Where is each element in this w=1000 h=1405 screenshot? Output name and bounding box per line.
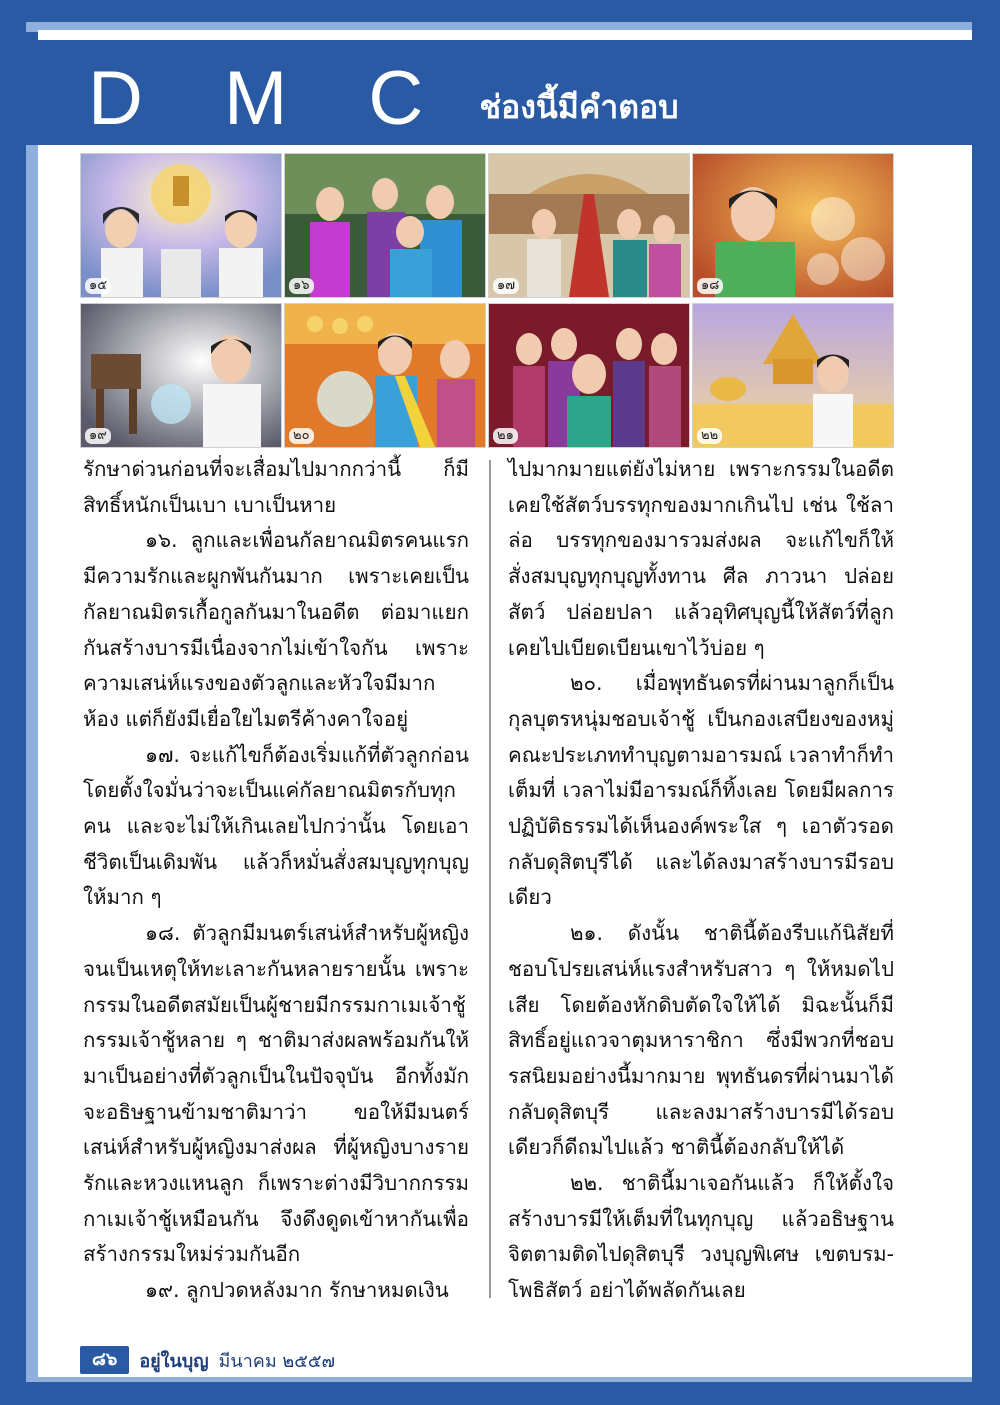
left-frame bbox=[0, 0, 26, 1405]
dmc-title: D M C bbox=[88, 56, 454, 141]
illustration-label: ๒๒ bbox=[697, 428, 722, 444]
paragraph: ๒๐. เมื่อพุทธันดรที่ผ่านมาลูกก็เป็นกุลบุตรหนุ่มชอบเจ้าชู้ เป็นกองเสบียงของหมู่คณะประเภททำบุญตามอารมณ์ เวลาทำก็ทำเต็มที่ เวลาไม่มีอารมณ์ก็ทิ้งเลย โดยมีผลการปฏิบัติธรรมได้เห็นองค์พระใส ๆ เอาตัวรอดกลับดุสิตบุรีได้ และได้ลงมาสร้างบารมีรอบเดียว bbox=[508, 671, 894, 910]
paragraph: ๒๑. ดังนั้น ชาตินี้ต้องรีบแก้นิสัยที่ชอบโปรยเสน่ห์แรงสำหรับสาว ๆ ให้หมดไปเสีย โดยต้องหักดิบตัดใจให้ได้ มิฉะนั้นก็มีสิทธิ์อยู่แถวจาตุมหาราชิกา ซึ่งมีพวกที่ชอบรสนิยมอย่างนี้มากมาย พุทธันดรที่ผ่านมาได้กลับดุสิตบุรี และลงมาสร้างบารมีได้รอบเดียวก็ดีถมไปแล้ว ชาตินี้ต้องกลับให้ได้ bbox=[508, 921, 894, 1160]
paragraph: ๑๙. ลูกปวดหลังมาก รักษาหมดเงิน bbox=[145, 1278, 449, 1303]
page-footer bbox=[80, 1345, 335, 1375]
illustration-22 bbox=[692, 303, 894, 448]
article-left-column bbox=[83, 452, 469, 1309]
issue-date: มีนาคม ๒๕๕๗ bbox=[218, 1350, 336, 1372]
illustration-label: ๒๐ bbox=[289, 428, 314, 444]
women-group-image bbox=[489, 304, 689, 447]
header-band-line bbox=[38, 30, 972, 40]
illustration-17 bbox=[488, 153, 690, 298]
column-divider bbox=[489, 460, 491, 1298]
donkey-and-man-image bbox=[81, 304, 281, 447]
page-number: ๘๖ bbox=[80, 1346, 129, 1374]
group-of-friends-image bbox=[285, 154, 485, 297]
illustration-21 bbox=[488, 303, 690, 448]
illustration-label: ๑๖ bbox=[289, 278, 314, 294]
paragraph: ๑๘. ตัวลูกมีมนตร์เสน่ห์สำหรับผู้หญิงจนเป็นเหตุให้ทะเลาะกันหลายรายนั้น เพราะกรรมในอดีตสมัยเป็นผู้ชายมีกรรมกาเมเจ้าชู้ กรรมเจ้าชู้หลาย ๆ ชาติมาส่งผลพร้อมกันให้มาเป็นอย่างที่ตัวลูกเป็นในปัจจุบัน อีกทั้งมักจะอธิษฐานข้ามชาติมาว่า ขอให้มีมนตร์เสน่ห์สำหรับผู้หญิงมาส่งผล ที่ผู้หญิงบางรายรักและหวงแหนลูก ก็เพราะต่างมีวิบากกรรมกาเมเจ้าชู้เหมือนกัน จึงดึงดูดเข้าหากันเพื่อสร้างกรรมใหม่ร่วมกันอีก bbox=[83, 921, 469, 1267]
man-with-bubbles-image bbox=[693, 154, 893, 297]
paragraph: รักษาด่วนก่อนที่จะเสื่อมไปมากกว่านี้ ก็มีสิทธิ์หนักเป็นเบา เบาเป็นหาย bbox=[83, 457, 469, 517]
illustration-grid bbox=[80, 153, 892, 446]
illustration-label: ๒๑ bbox=[493, 428, 518, 444]
temple-crowd-image bbox=[489, 154, 689, 297]
illustration-15 bbox=[80, 153, 282, 298]
left-frame-light bbox=[26, 145, 38, 1380]
right-frame bbox=[972, 0, 1000, 1405]
illustration-19 bbox=[80, 303, 282, 448]
illustration-16 bbox=[284, 153, 486, 298]
page-header bbox=[88, 55, 679, 141]
illustration-label: ๑๘ bbox=[697, 278, 723, 294]
article-right-column bbox=[508, 452, 894, 1309]
illustration-label: ๑๗ bbox=[493, 278, 519, 294]
paragraph: ๑๖. ลูกและเพื่อนกัลยาณมิตรคนแรกมีความรักและผูกพันกันมาก เพราะเคยเป็นกัลยาณมิตรเกื้อกูลกันมาในอดีต ต่อมาแยกกันสร้างบารมีเนื่องจากไม่เข้าใจกัน เพราะความเสน่ห์แรงของตัวลูกและหัวใจมีมากห้อง แต่ก็ยังมีเยื่อใยไมตรีค้างคาใจอยู่ bbox=[83, 528, 469, 731]
illustration-20 bbox=[284, 303, 486, 448]
paragraph: ไปมากมายแต่ยังไม่หาย เพราะกรรมในอดีตเคยใช้สัตว์บรรทุกของมากเกินไป เช่น ใช้ลา ล่อ บรรทุกของมารวมส่งผล จะแก้ไขก็ให้สั่งสมบุญทุกบุญทั้งทาน ศีล ภาวนา ปล่อยสัตว์ ปล่อยปลา แล้วอุทิศบุญนี้ให้สัตว์ที่ลูกเคยไปเบียดเบียนเขาไว้บ่อย ๆ bbox=[508, 457, 894, 660]
illustration-18 bbox=[692, 153, 894, 298]
illustration-label: ๑๕ bbox=[85, 278, 111, 294]
golden-temple-image bbox=[693, 304, 893, 447]
illustration-label: ๑๙ bbox=[85, 428, 111, 444]
buddhas-and-man-image bbox=[285, 304, 485, 447]
paragraph: ๑๗. จะแก้ไขก็ต้องเริ่มแก้ที่ตัวลูกก่อนโดยตั้งใจมั่นว่าจะเป็นแค่กัลยาณมิตรกับทุกคน และจะไม่ให้เกินเลยไปกว่านั้น โดยเอาชีวิตเป็นเดิมพัน แล้วก็หมั่นสั่งสมบุญทุกบุญให้มาก ๆ bbox=[83, 742, 469, 910]
bottom-frame bbox=[0, 1382, 1000, 1405]
magazine-name: อยู่ในบุญ bbox=[139, 1350, 209, 1372]
meditating-people-image bbox=[81, 154, 281, 297]
section-subtitle: ช่องนี้มีคำตอบ bbox=[479, 88, 679, 126]
paragraph: ๒๒. ชาตินี้มาเจอกันแล้ว ก็ให้ตั้งใจสร้างบารมีให้เต็มที่ในทุกบุญ แล้วอธิษฐานจิตตามติดไปดุสิตบุรี วงบุญพิเศษ เขตบรม-โพธิสัตว์ อย่าได้พลัดกันเลย bbox=[508, 1171, 894, 1303]
